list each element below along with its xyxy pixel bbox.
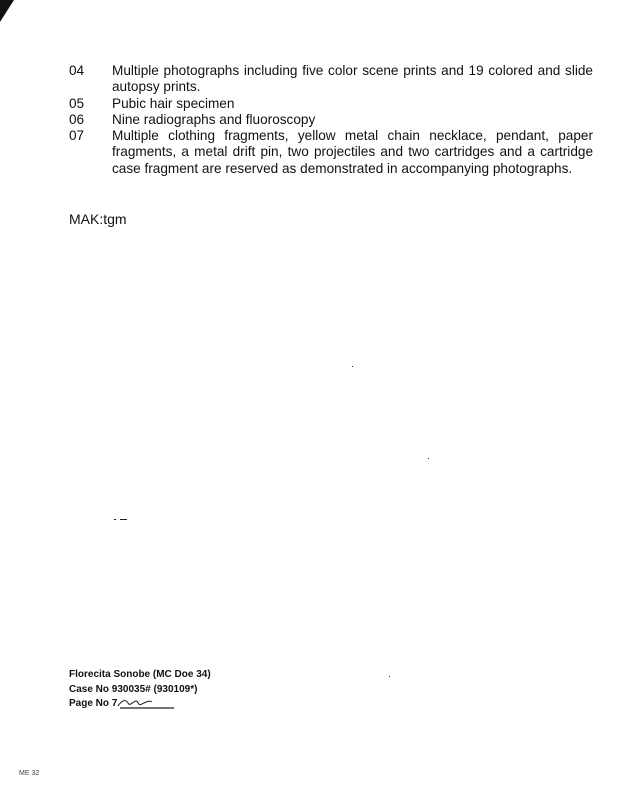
decedent-name: Florecita Sonobe (MC Doe 34) <box>69 669 211 680</box>
evidence-item <box>69 128 593 177</box>
evidence-number: 06 <box>69 111 85 127</box>
scan-speck <box>389 676 390 677</box>
evidence-item <box>69 63 593 96</box>
evidence-description: Pubic hair specimen <box>112 95 235 111</box>
evidence-item <box>69 96 593 112</box>
scan-speck <box>114 519 116 520</box>
scan-speck <box>120 519 127 520</box>
evidence-description: Nine radiographs and fluoroscopy <box>112 111 316 127</box>
evidence-number: 07 <box>69 128 85 144</box>
evidence-item <box>69 112 593 128</box>
evidence-list <box>69 63 593 177</box>
scan-speck <box>428 458 429 459</box>
case-number: Case No 930035# (930109*) <box>69 683 198 695</box>
handwritten-initials <box>116 697 176 711</box>
evidence-description: Multiple clothing fragments, yellow metal chain necklace, pendant, paper fragments, a metal drift pin, two projectiles and two cartridges and a cartridge case fragment are reserved as demonstrated in accompanying photographs. <box>112 128 593 176</box>
scan-speck <box>352 366 353 367</box>
evidence-number: 04 <box>69 63 85 78</box>
page-number: Page No 7 <box>69 698 118 709</box>
evidence-number: 05 <box>69 95 85 111</box>
typist-initials: MAK:tgm <box>69 211 127 227</box>
corner-mark <box>0 0 14 24</box>
evidence-description: Multiple photographs including five color scene prints and 19 colored and slide autopsy prints. <box>112 63 593 95</box>
form-code: ME 32 <box>19 770 40 777</box>
